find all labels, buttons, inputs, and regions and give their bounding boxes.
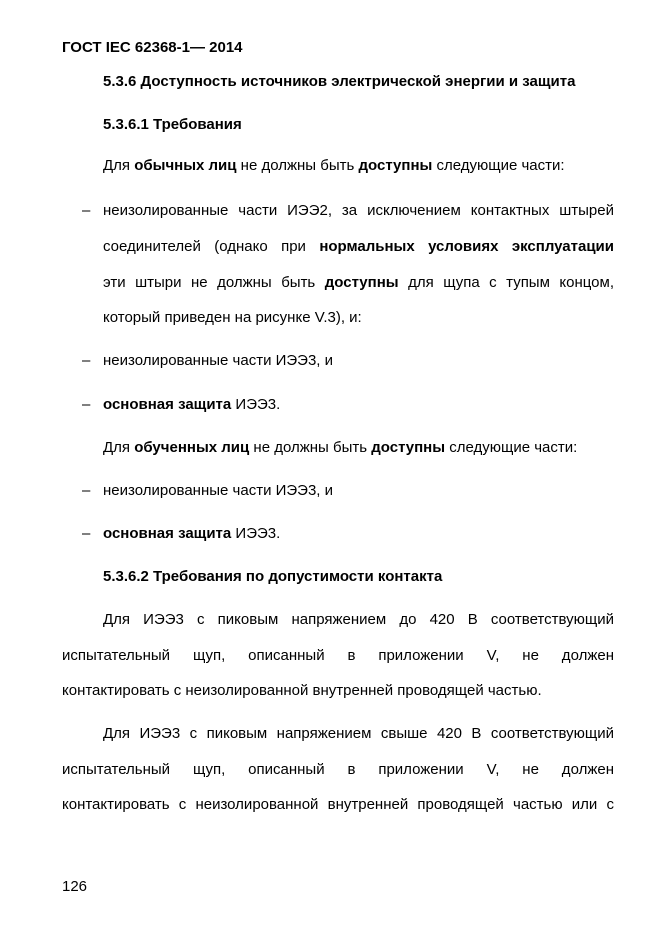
list-item-line: который приведен на рисунке V.3), и: [103, 309, 362, 326]
list-dash: – [82, 202, 91, 219]
list-item: неизолированные части ИЭЭ3, и [103, 482, 334, 499]
list-item-line: неизолированные части ИЭЭ2, за исключением контактных штырей [103, 202, 614, 219]
paragraph-line: испытательный щуп, описанный в приложении V, не должен [62, 761, 614, 778]
paragraph-line: Для ИЭЭ3 с пиковым напряжением до 420 В соответствующий [103, 611, 614, 628]
list-item: неизолированные части ИЭЭ3, и [103, 352, 334, 369]
paragraph-ordinary-persons: Для обычных лиц не должны быть доступны следующие части: [103, 157, 565, 174]
paragraph-line: Для ИЭЭ3 с пиковым напряжением свыше 420 В соответствующий [103, 725, 614, 742]
paragraph-line: контактировать с неизолированной внутренней проводящей частью или с [62, 796, 614, 813]
list-item-line: эти штыри не должны быть доступны для щупа с тупым концом, [103, 274, 614, 291]
subsection-title: 5.3.6.2 Требования по допустимости контакта [103, 568, 443, 585]
page-number: 126 [62, 878, 88, 895]
list-dash: – [82, 525, 91, 542]
section-title: 5.3.6 Доступность источников электрической энергии и защита [103, 73, 576, 90]
list-item-line: соединителей (однако при нормальных условиях эксплуатации [103, 238, 614, 255]
list-dash: – [82, 396, 91, 413]
list-dash: – [82, 352, 91, 369]
paragraph-trained-persons: Для обученных лиц не должны быть доступны следующие части: [103, 439, 578, 456]
paragraph-line: контактировать с неизолированной внутренней проводящей частью. [62, 682, 542, 699]
subsection-title: 5.3.6.1 Требования [103, 116, 242, 133]
list-item: основная защита ИЭЭ3. [103, 396, 281, 413]
standard-header: ГОСТ IEC 62368-1— 2014 [62, 39, 243, 56]
paragraph-line: испытательный щуп, описанный в приложении V, не должен [62, 647, 614, 664]
list-dash: – [82, 482, 91, 499]
list-item: основная защита ИЭЭ3. [103, 525, 281, 542]
